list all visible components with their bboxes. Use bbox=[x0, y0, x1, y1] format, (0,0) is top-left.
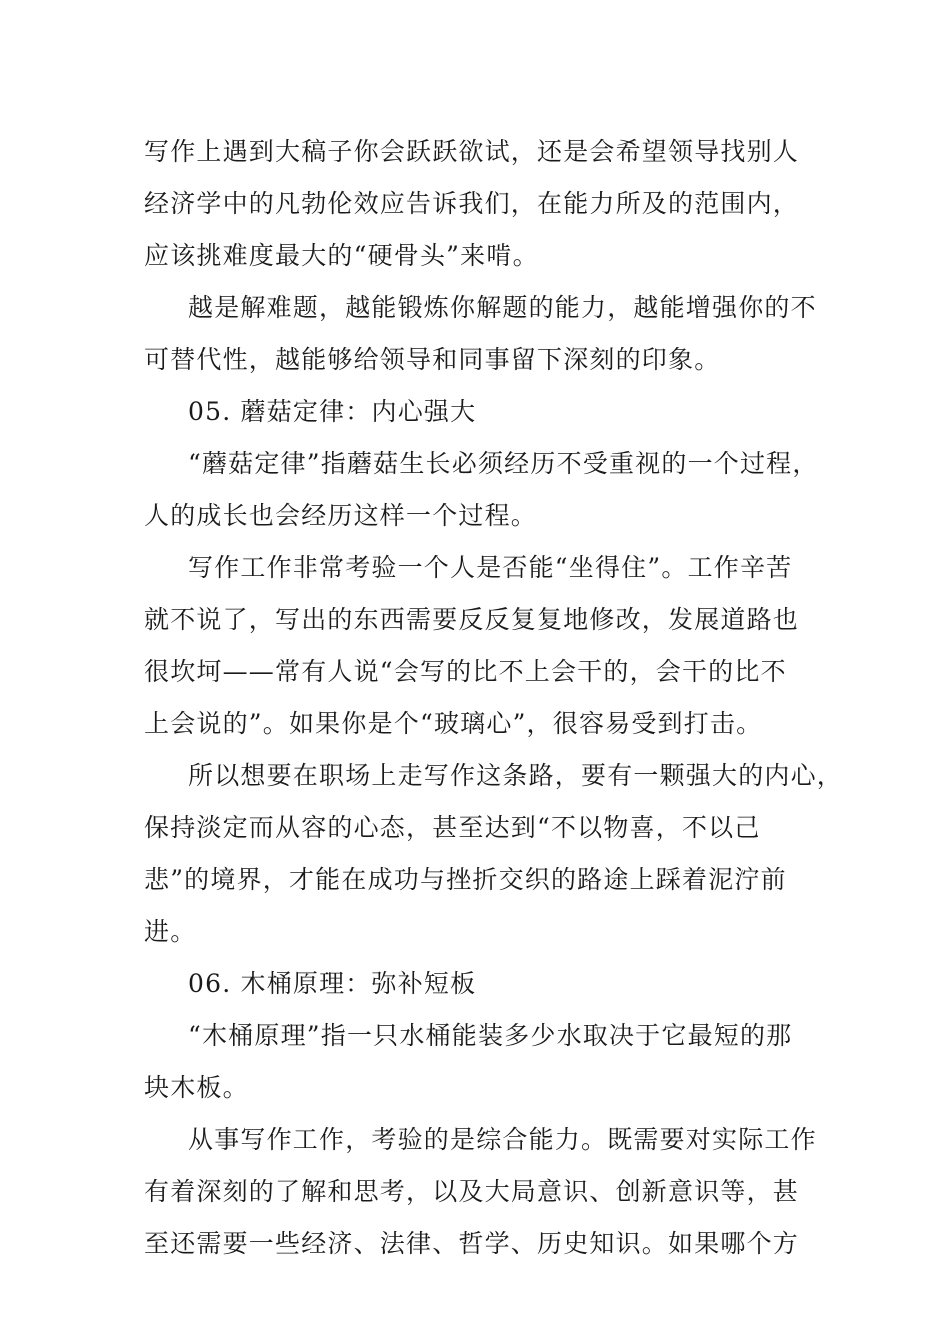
paragraph-start: 从事写作工作，考验的是综合能力。既需要对实际工作 bbox=[188, 1125, 817, 1154]
text-line: 悲”的境界，才能在成功与挫折交织的路途上踩着泥泞前 bbox=[144, 865, 787, 894]
paragraph-start: “木桶原理”指一只水桶能装多少水取决于它最短的那 bbox=[188, 1021, 793, 1050]
paragraph-start: “蘑菇定律”指蘑菇生长必须经历不受重视的一个过程， bbox=[188, 449, 819, 478]
text-line: 可替代性，越能够给领导和同事留下深刻的印象。 bbox=[144, 345, 721, 374]
paragraph-start: 所以想要在职场上走写作这条路，要有一颗强大的内心， bbox=[188, 761, 844, 790]
text-line: 人的成长也会经历这样一个过程。 bbox=[144, 501, 538, 530]
text-line: 写作上遇到大稿子你会跃跃欲试，还是会希望领导找别人 bbox=[144, 137, 800, 166]
text-line: 块木板。 bbox=[144, 1073, 249, 1102]
text-line: 保持淡定而从容的心态，甚至达到“不以物喜，不以己 bbox=[144, 813, 761, 842]
text-line: 上会说的”。如果你是个“玻璃心”，很容易受到打击。 bbox=[144, 709, 763, 738]
text-line: 经济学中的凡勃伦效应告诉我们，在能力所及的范围内， bbox=[144, 189, 800, 218]
text-line: 很坎坷——常有人说“会写的比不上会干的，会干的比不 bbox=[144, 657, 787, 686]
section-heading: 05. 蘑菇定律：内心强大 bbox=[188, 397, 477, 426]
text-line: 就不说了，写出的东西需要反反复复地修改，发展道路也 bbox=[144, 605, 800, 634]
paragraph-start: 越是解难题，越能锻炼你解题的能力，越能增强你的不 bbox=[188, 293, 817, 322]
text-line: 至还需要一些经济、法律、哲学、历史知识。如果哪个方 bbox=[144, 1229, 800, 1258]
paragraph-start: 写作工作非常考验一个人是否能“坐得住”。工作辛苦 bbox=[188, 553, 793, 582]
document-body bbox=[144, 126, 844, 1270]
text-line: 进。 bbox=[144, 917, 197, 946]
section-heading: 06. 木桶原理：弥补短板 bbox=[188, 969, 477, 998]
text-line: 应该挑难度最大的“硬骨头”来啃。 bbox=[144, 241, 539, 270]
text-line: 有着深刻的了解和思考，以及大局意识、创新意识等，甚 bbox=[144, 1177, 800, 1206]
